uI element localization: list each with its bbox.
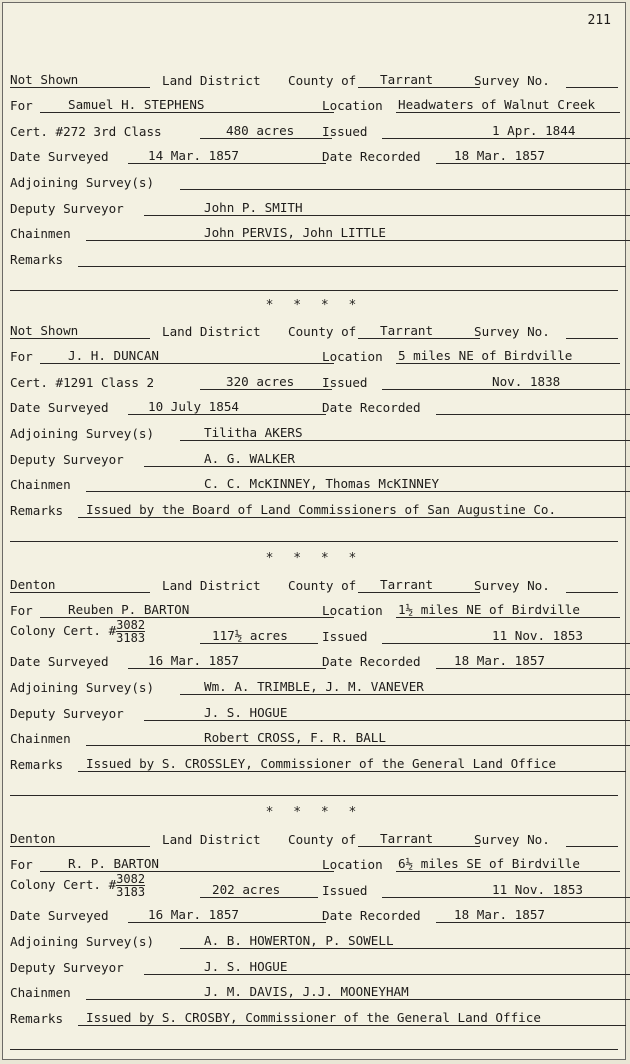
date-recorded-label: Date Recorded [322,908,421,923]
chainmen-label: Chainmen [10,731,71,746]
for-label: For [10,349,33,364]
for-value: J. H. DUNCAN [40,348,334,364]
chainmen-line [10,730,618,748]
deputy-label: Deputy Surveyor [10,452,124,467]
blank-rule [10,527,618,542]
cert-label [10,375,154,390]
blank-line [10,275,618,293]
chainmen-value: C. C. McKINNEY, Thomas McKINNEY [86,476,630,492]
adjoining-line [10,425,618,443]
issued-label: Issued [322,883,368,898]
location-label: Location [322,98,383,113]
survey-no-value [566,592,618,593]
adjoining-label: Adjoining Survey(s) [10,426,155,441]
blank-line [10,1034,618,1052]
location-label: Location [322,603,383,618]
issued-value: 11 Nov. 1853 [382,628,630,644]
deputy-label: Deputy Surveyor [10,960,124,975]
adjoining-line [10,174,618,192]
dates-line [10,148,618,166]
cert-numerator: 3082 [116,618,146,632]
date-recorded-label: Date Recorded [322,149,421,164]
remarks-line [10,756,618,774]
for-label: For [10,857,33,872]
land-district-value: Denton [10,577,150,593]
acres-value: 480 acres [200,123,332,139]
remarks-line [10,502,618,520]
remarks-label: Remarks [10,757,64,772]
dates-line [10,907,618,925]
date-recorded-value: 18 Mar. 1857 [436,907,630,923]
cert-fraction [116,873,145,898]
date-recorded-value: 18 Mar. 1857 [436,653,630,669]
county-value: Tarrant [358,577,480,593]
cert-label-text: Cert. #1291 Class 2 [10,375,155,390]
county-label: County of [288,832,357,847]
survey-no-value [566,846,618,847]
header-line [10,323,618,341]
deputy-line [10,705,618,723]
land-district-value: Not Shown [10,72,150,88]
blank-line [10,780,618,798]
location-value: 6½ miles SE of Birdville [396,856,620,872]
cert-label-text: Colony Cert. # [10,623,117,638]
county-label: County of [288,578,357,593]
location-value: 1½ miles NE of Birdville [396,602,620,618]
adjoining-value [180,189,630,190]
blank-line [10,526,618,544]
cert-denominator: 3183 [116,885,146,899]
chainmen-line [10,225,618,243]
remarks-label: Remarks [10,503,64,518]
survey-no-label: Survey No. [474,832,550,847]
record-separator: * * * * [265,298,363,313]
issued-label: Issued [322,124,368,139]
date-recorded-value: 18 Mar. 1857 [436,148,630,164]
land-district-label: Land District [162,324,261,339]
cert-line [10,123,618,141]
for-line [10,856,618,874]
for-label: For [10,98,33,113]
survey-record [10,72,618,302]
adjoining-label: Adjoining Survey(s) [10,934,155,949]
header-line [10,72,618,90]
location-label: Location [322,857,383,872]
cert-label [10,873,145,898]
acres-value: 320 acres [200,374,332,390]
survey-record [10,323,618,553]
adjoining-label: Adjoining Survey(s) [10,175,155,190]
land-district-value: Denton [10,831,150,847]
deputy-line [10,451,618,469]
location-value: 5 miles NE of Birdville [396,348,620,364]
survey-record [10,831,618,1061]
location-label: Location [322,349,383,364]
remarks-value: Issued by S. CROSBY, Commissioner of the General Land Office [78,1010,626,1026]
chainmen-label: Chainmen [10,226,71,241]
adjoining-value: Tilitha AKERS [180,425,630,441]
deputy-value: J. S. HOGUE [144,705,630,721]
deputy-line [10,200,618,218]
land-district-label: Land District [162,578,261,593]
page-number: 211 [587,13,611,28]
cert-line [10,618,618,646]
record-separator: * * * * [265,551,363,566]
deputy-line [10,959,618,977]
deputy-label: Deputy Surveyor [10,706,124,721]
survey-no-label: Survey No. [474,578,550,593]
blank-rule [10,276,618,291]
for-value: Reuben P. BARTON [40,602,334,618]
issued-label: Issued [322,629,368,644]
chainmen-line [10,984,618,1002]
date-recorded-label: Date Recorded [322,654,421,669]
date-surveyed-label: Date Surveyed [10,149,109,164]
adjoining-line [10,679,618,697]
location-value: Headwaters of Walnut Creek [396,97,620,113]
date-surveyed-value: 10 July 1854 [128,399,326,415]
date-surveyed-label: Date Surveyed [10,400,109,415]
chainmen-line [10,476,618,494]
date-recorded-value [436,414,630,415]
county-value: Tarrant [358,323,480,339]
cert-numerator: 3082 [116,872,146,886]
remarks-value [78,266,626,267]
cert-label [10,124,162,139]
cert-denominator: 3183 [116,631,146,645]
chainmen-label: Chainmen [10,477,71,492]
date-surveyed-value: 16 Mar. 1857 [128,907,326,923]
deputy-label: Deputy Surveyor [10,201,124,216]
survey-no-label: Survey No. [474,324,550,339]
adjoining-line [10,933,618,951]
county-value: Tarrant [358,831,480,847]
deputy-value: A. G. WALKER [144,451,630,467]
record-separator: * * * * [265,805,363,820]
for-line [10,97,618,115]
adjoining-label: Adjoining Survey(s) [10,680,155,695]
for-value: Samuel H. STEPHENS [40,97,334,113]
for-value: R. P. BARTON [40,856,334,872]
cert-label-text: Cert. #272 3rd Class [10,124,162,139]
county-value: Tarrant [358,72,480,88]
chainmen-value: John PERVIS, John LITTLE [86,225,630,241]
cert-fraction [116,619,145,644]
dates-line [10,653,618,671]
issued-value: Nov. 1838 [382,374,630,390]
date-surveyed-value: 16 Mar. 1857 [128,653,326,669]
land-district-label: Land District [162,832,261,847]
survey-no-value [566,338,618,339]
date-surveyed-label: Date Surveyed [10,654,109,669]
survey-no-value [566,87,618,88]
county-label: County of [288,324,357,339]
header-line [10,831,618,849]
adjoining-value: Wm. A. TRIMBLE, J. M. VANEVER [180,679,630,695]
county-label: County of [288,73,357,88]
date-surveyed-label: Date Surveyed [10,908,109,923]
dates-line [10,399,618,417]
deputy-value: John P. SMITH [144,200,630,216]
remarks-line [10,251,618,269]
survey-no-label: Survey No. [474,73,550,88]
blank-rule [10,781,618,796]
blank-rule [10,1035,618,1050]
header-line [10,577,618,595]
land-district-label: Land District [162,73,261,88]
remarks-label: Remarks [10,1011,64,1026]
cert-line [10,374,618,392]
cert-line [10,872,618,900]
survey-record [10,577,618,807]
chainmen-value: J. M. DAVIS, J.J. MOONEYHAM [86,984,630,1000]
land-district-value: Not Shown [10,323,150,339]
for-label: For [10,603,33,618]
acres-value: 202 acres [200,882,318,898]
issued-value: 1 Apr. 1844 [382,123,630,139]
remarks-value: Issued by the Board of Land Commissioners of San Augustine Co. [78,502,626,518]
remarks-value: Issued by S. CROSSLEY, Commissioner of the General Land Office [78,756,626,772]
date-surveyed-value: 14 Mar. 1857 [128,148,326,164]
acres-value: 117½ acres [200,628,318,644]
chainmen-label: Chainmen [10,985,71,1000]
remarks-label: Remarks [10,252,64,267]
deputy-value: J. S. HOGUE [144,959,630,975]
chainmen-value: Robert CROSS, F. R. BALL [86,730,630,746]
cert-label-text: Colony Cert. # [10,877,117,892]
issued-value: 11 Nov. 1853 [382,882,630,898]
for-line [10,602,618,620]
remarks-line [10,1010,618,1028]
adjoining-value: A. B. HOWERTON, P. SOWELL [180,933,630,949]
for-line [10,348,618,366]
issued-label: Issued [322,375,368,390]
cert-label [10,619,145,644]
date-recorded-label: Date Recorded [322,400,421,415]
